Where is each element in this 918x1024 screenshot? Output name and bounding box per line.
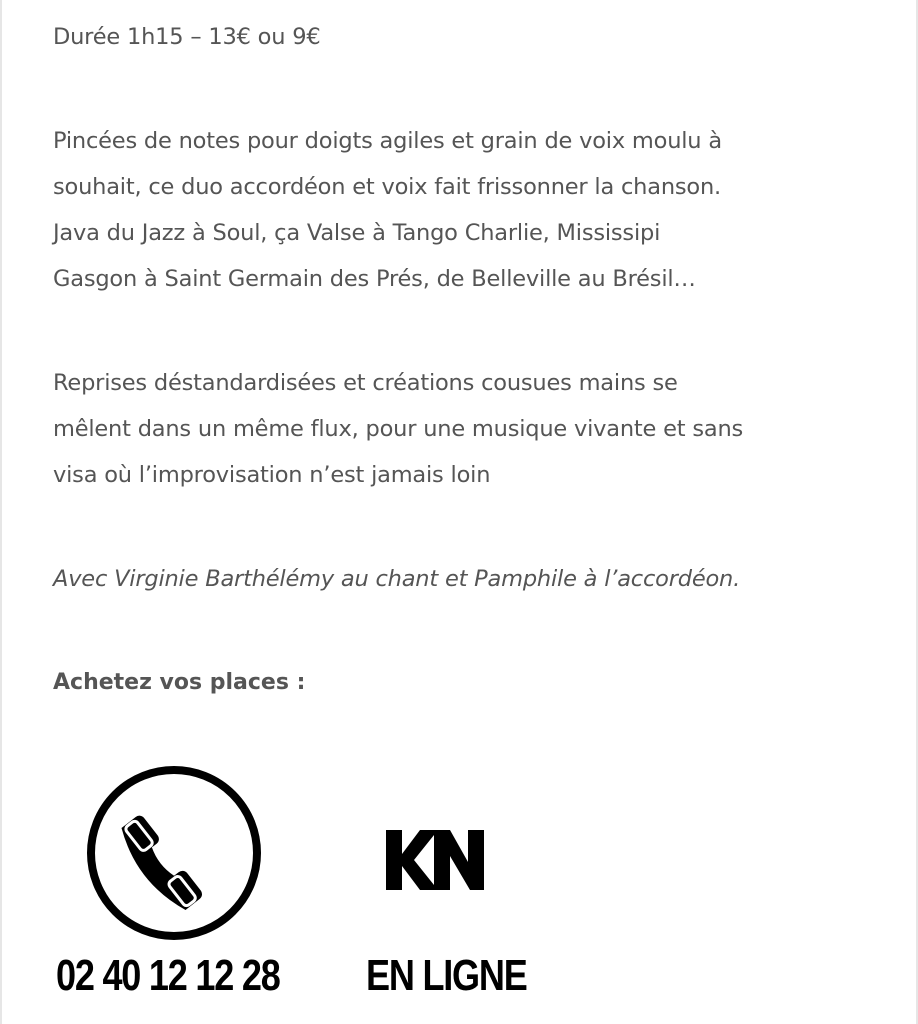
description-paragraph-2 bbox=[53, 360, 883, 498]
description-line: souhait, ce duo accordéon et voix fait frissonner la chanson. bbox=[53, 174, 721, 200]
online-booking-link[interactable] bbox=[362, 820, 542, 1010]
description-line: visa où l’improvisation n’est jamais loin bbox=[53, 462, 491, 488]
description-line: mêlent dans un même flux, pour une musique vivante et sans bbox=[53, 416, 744, 442]
performers-credit: Avec Virginie Barthélémy au chant et Pamphile à l’accordéon. bbox=[53, 566, 741, 592]
description-paragraph-1 bbox=[53, 118, 883, 302]
page-frame-left bbox=[0, 0, 2, 1024]
phone-icon bbox=[84, 763, 264, 943]
kn-logo-icon bbox=[384, 828, 486, 892]
description-line: Pincées de notes pour doigts agiles et grain de voix moulu à bbox=[53, 128, 722, 154]
phone-number: 02 40 12 12 28 bbox=[56, 951, 280, 1000]
online-label: EN LIGNE bbox=[366, 951, 527, 1000]
buy-tickets-heading: Achetez vos places : bbox=[53, 670, 306, 695]
phone-booking-link[interactable] bbox=[56, 763, 316, 1013]
duration-price: Durée 1h15 – 13€ ou 9€ bbox=[53, 24, 321, 50]
event-description bbox=[53, 14, 883, 706]
description-line: Reprises déstandardisées et créations cousues mains se bbox=[53, 370, 678, 396]
description-line: Java du Jazz à Soul, ça Valse à Tango Charlie, Mississipi bbox=[53, 220, 661, 246]
description-line: Gasgon à Saint Germain des Prés, de Belleville au Brésil… bbox=[53, 266, 696, 292]
